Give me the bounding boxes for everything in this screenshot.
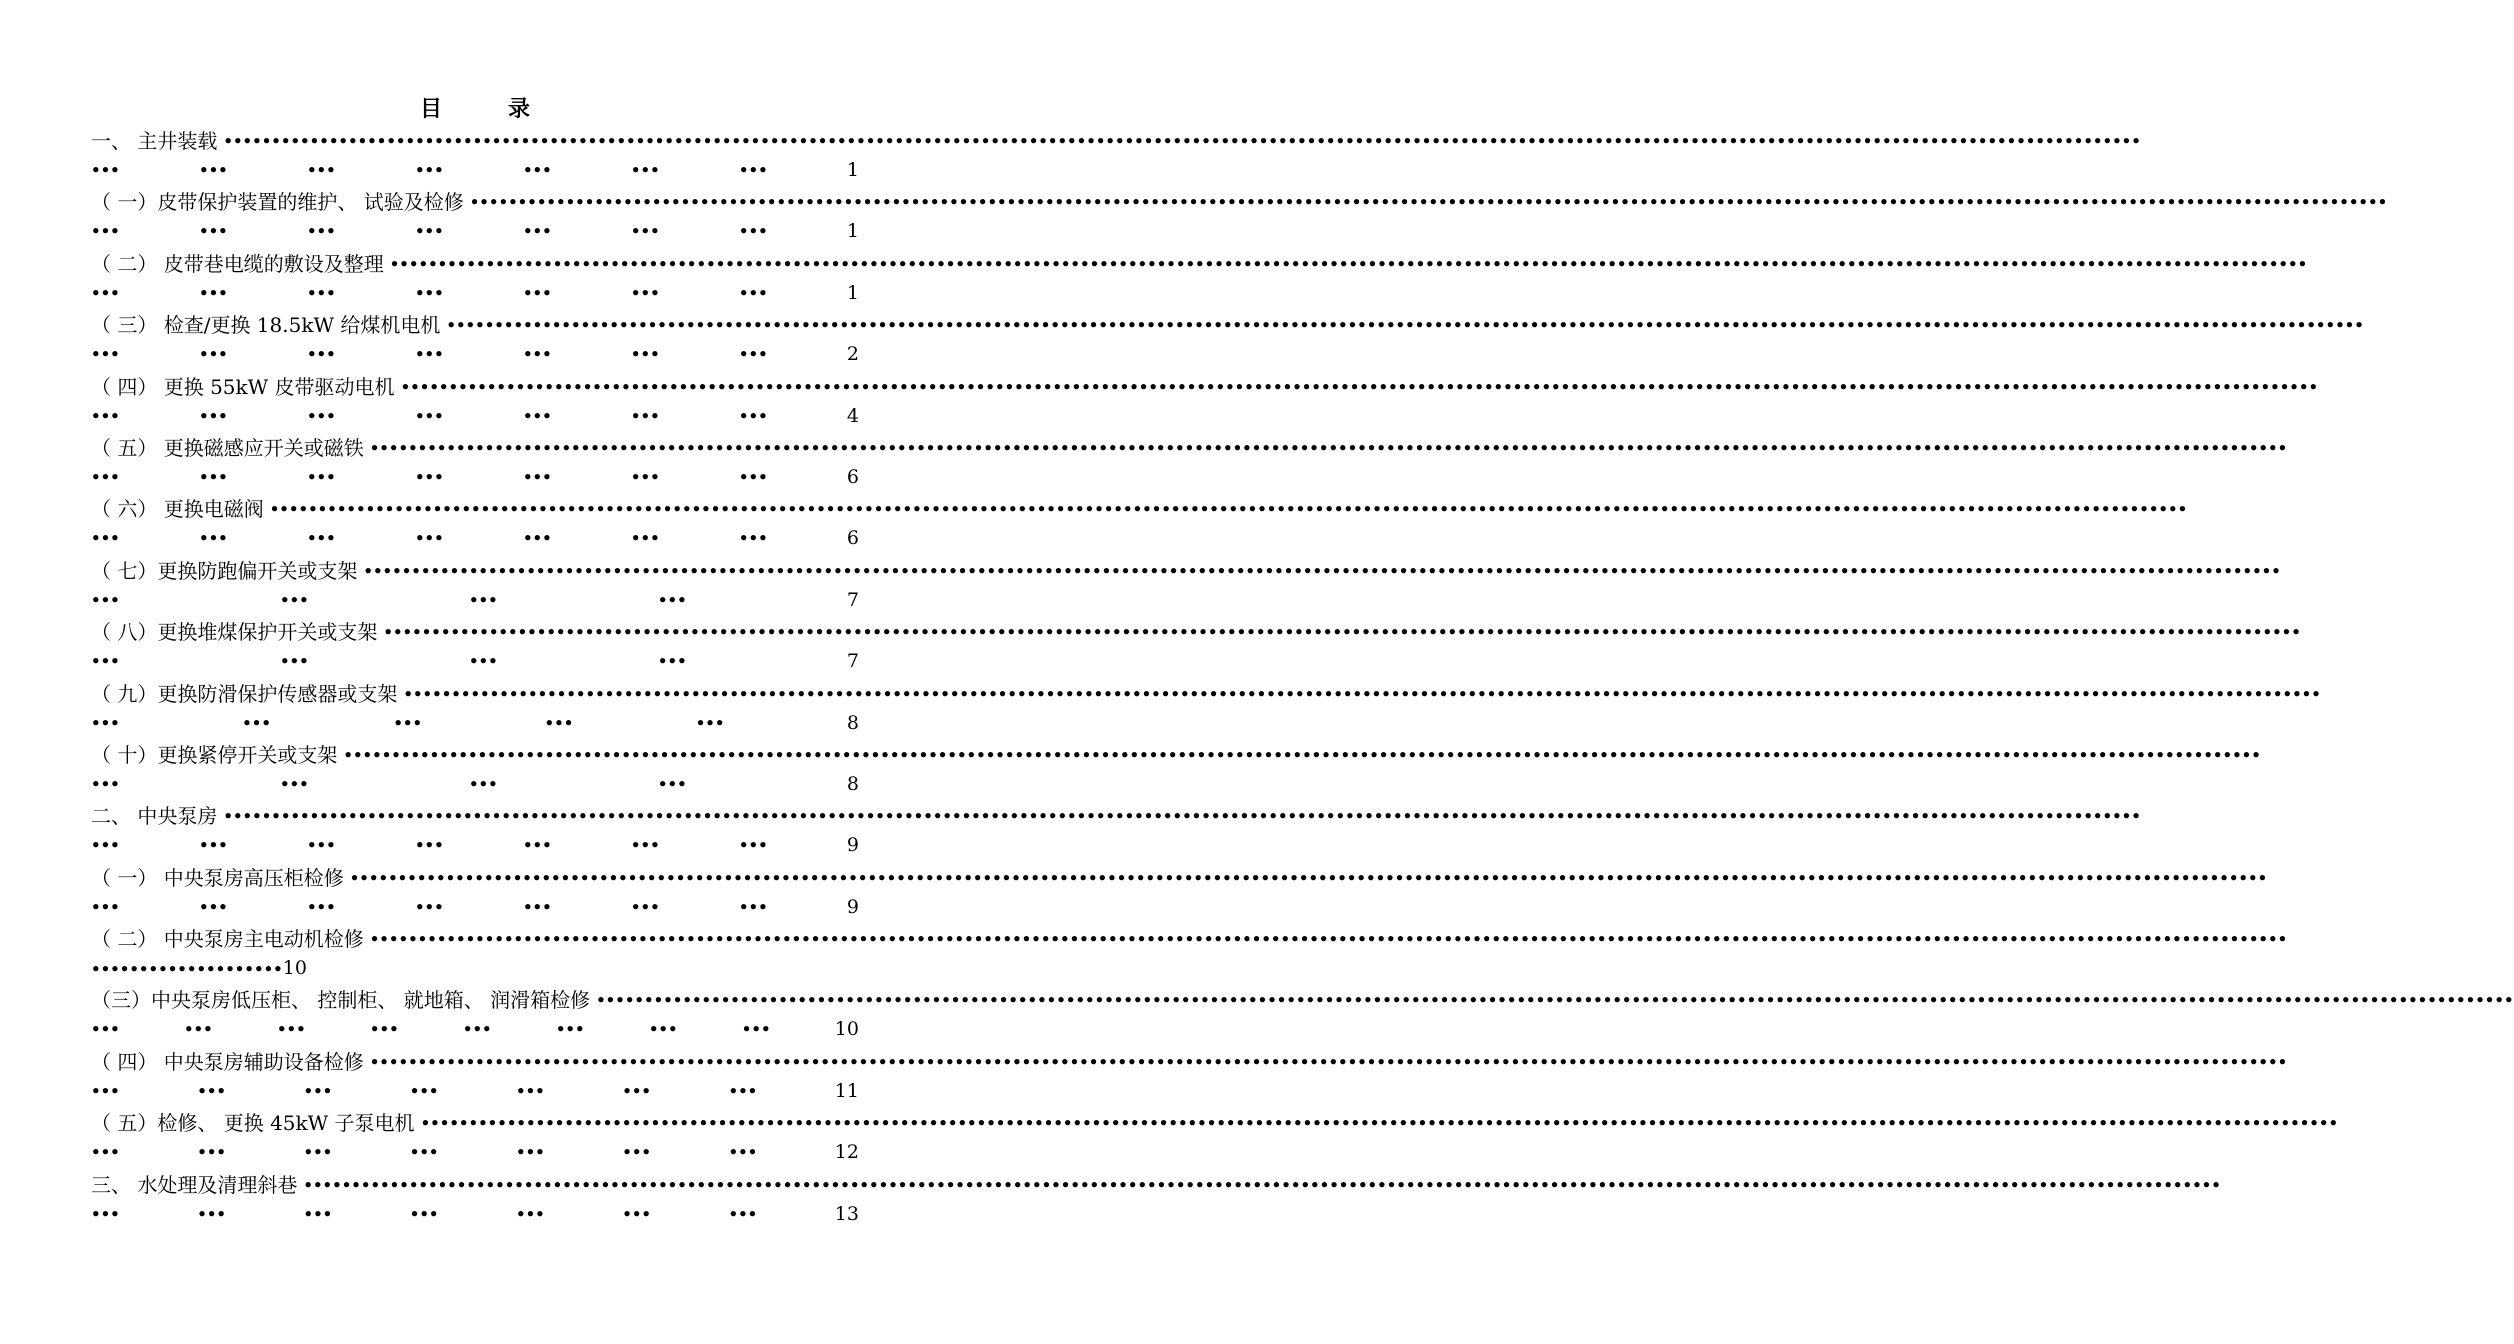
toc-entry-label: （ 六） 更换电磁阀: [91, 497, 264, 522]
table-of-contents: [91, 124, 2514, 1229]
toc-entry-label: （ 五） 更换磁感应开关或磁铁: [91, 435, 364, 460]
toc-entry-label: （ 十）更换紧停开关或支架: [91, 742, 338, 767]
toc-page-number: 9: [846, 834, 859, 857]
dot-group: •••: [198, 529, 228, 548]
toc-entry[interactable]: [91, 615, 2301, 676]
toc-entry[interactable]: [91, 799, 2141, 860]
dot-group: •••: [198, 406, 228, 425]
dot-group: •••: [738, 161, 768, 179]
toc-entry[interactable]: [91, 492, 2188, 553]
dot-group: •••: [91, 836, 120, 855]
toc-entry[interactable]: [91, 861, 2268, 922]
dot-group: •••: [522, 161, 552, 179]
dot-leader: ••••••••••••••••••••••••••••••••••••••••••••••••••••••••••••••••••••••••••••••••••••••••••••••••••••••••••••••••••••••••••••••••••••••••••••••••••••••••••••••••••••••••••••••••••••••••••••••••••••••••: [403, 684, 2321, 703]
toc-page-number: 8: [846, 772, 859, 795]
dot-group: •••: [468, 774, 498, 793]
toc-page-number: 1: [846, 159, 859, 181]
toc-entry[interactable]: [91, 983, 2514, 1044]
dot-group: •••: [522, 529, 552, 548]
dot-group: •••: [303, 1204, 333, 1223]
toc-entry[interactable]: [91, 370, 2319, 431]
toc-entry[interactable]: [91, 922, 2288, 983]
toc-entry-label: （ 八）更换堆煤保护开关或支架: [91, 620, 378, 645]
dot-group: •••: [306, 406, 336, 425]
toc-entry[interactable]: [91, 554, 2281, 615]
toc-page-number: 6: [846, 465, 859, 488]
dot-group: •••: [414, 897, 444, 916]
dot-group: •••: [306, 222, 336, 241]
dot-group: •••: [198, 467, 228, 486]
page-title: [0, 92, 950, 123]
dot-group: •••: [738, 406, 768, 425]
dot-leader: ••••••••••••••••••••••••••••••••••••••••••••••••••••••••••••••••••••••••••••••••••••••••••••••••••••••••••••••••••••••••••••••••••••••••••••••••••••••••••••••••••••••••••••••••••••••••••••••••••••••••: [369, 438, 2288, 457]
dot-group: •••: [522, 222, 552, 241]
toc-entry-label: （ 三） 检查/更换 18.5kW 给煤机电机: [91, 313, 441, 338]
dot-group: •••: [183, 1020, 213, 1039]
dot-group: •••: [91, 1020, 120, 1039]
toc-page-number: 4: [846, 404, 859, 427]
dot-group: •••: [393, 713, 423, 732]
dot-leader: ••••••••••••••••••••••••••••••••••••••••••••••••••••••••••••••••••••••••••••••••••••••••••••••••••••••••••••••••••••••••••••••••••••••••••••••••••••••••••••••••••••••••••••••••••••••••••••••••••••••••: [446, 316, 2364, 335]
dot-leader: ••••••••••••••••••••••••••••••••••••••••••••••••••••••••••••••••••••••••••••••••••••••••••••••••••••••••••••••••••••••••••••••••••••••••••••••••••••••••••••••••••••••••••••••••••••••••••••••••••••••••: [369, 1052, 2288, 1071]
toc-entry-label: 一、 主井装载: [91, 129, 218, 153]
toc-entry-label: （ 一）皮带保护装置的维护、 试验及检修: [91, 190, 464, 215]
dot-group: •••: [91, 222, 120, 241]
toc-entry-label: 三、 水处理及清理斜巷: [91, 1172, 298, 1197]
dot-group: •••: [630, 345, 660, 364]
toc-page-number: 1: [846, 281, 859, 304]
dot-group: •••: [91, 774, 120, 793]
toc-page-number: 13: [834, 1202, 859, 1225]
dot-group: •••: [522, 836, 552, 855]
dot-group: •••: [91, 161, 120, 179]
toc-entry[interactable]: [91, 431, 2288, 492]
dot-group: •••: [738, 345, 768, 364]
dot-leader: ••••••••••••••••••••••••••••••••••••••••••••••••••••••••••••••••••••••••••••••••••••••••••••••••••••••••••••••••••••••••••••••••••••••••••••••••••••••••••••••••••••••••••••••••••••••••••••••••••••••••: [303, 1175, 2221, 1194]
dot-leader: ••••••••••••••••••••••••••••••••••••••••••••••••••••••••••••••••••••••••••••••••••••••••••••••••••••••••••••••••••••••••••••••••••••••••••••••••••••••••••••••••••••••••••••••••••••••••••••••••••••••••: [223, 132, 2141, 150]
toc-page-number: 10: [834, 1018, 859, 1041]
dot-group: •••: [279, 774, 309, 793]
dot-leader: ••••••••••••••••••••••••••••••••••••••••••••••••••••••••••••••••••••••••••••••••••••••••••••••••••••••••••••••••••••••••••••••••••••••••••••••••••••••••••••••••••••••••••••••••••••••••••••••••••••••••: [420, 1114, 2339, 1133]
dot-group: •••: [91, 467, 120, 486]
dot-leader: ••••••••••••••••••••••••••••••••••••••••••••••••••••••••••••••••••••••••••••••••••••••••••••••••••••••••••••••••••••••••••••••••••••••••••••••••••••••••••••••••••••••••••••••••••••••••••••••••••••••••: [469, 193, 2388, 212]
toc-entry-label: （ 七）更换防跑偏开关或支架: [91, 558, 358, 583]
toc-entry-label: （ 四） 中央泵房辅助设备检修: [91, 1049, 364, 1074]
dot-group: •••: [198, 836, 228, 855]
dot-group: •••: [738, 283, 768, 302]
dot-group: •••: [279, 652, 309, 671]
dot-group: •••: [198, 161, 228, 179]
toc-entry[interactable]: [91, 738, 2261, 799]
dot-group: •••: [276, 1020, 306, 1039]
dot-group: •••: [630, 161, 660, 179]
dot-group: •••: [198, 897, 228, 916]
dot-group: •••: [303, 1143, 333, 1162]
dot-group: •••: [91, 1204, 120, 1223]
dot-group: •••: [303, 1081, 333, 1100]
dot-group: •••: [409, 1081, 439, 1100]
dot-group: •••: [197, 1204, 227, 1223]
dot-group: •••: [738, 222, 768, 241]
dot-group: •••: [414, 222, 444, 241]
dot-group: •••: [306, 529, 336, 548]
dot-group: •••: [630, 529, 660, 548]
dot-group: •••: [414, 529, 444, 548]
dot-group: •••: [738, 836, 768, 855]
dot-group: •••: [516, 1143, 545, 1162]
dot-group: •••: [306, 283, 336, 302]
toc-entry[interactable]: [91, 308, 2364, 369]
dot-group: •••: [197, 1081, 227, 1100]
dot-group: •••: [197, 1143, 227, 1162]
dot-leader: ••••••••••••••••••••••••••••••••••••••••••••••••••••••••••••••••••••••••••••••••••••••••••••••••••••••••••••••••••••••••••••••••••••••••••••••••••••••••••••••••••••••••••••••••••••••••••••••••••••••••: [363, 561, 2281, 580]
toc-page-number: 12: [834, 1141, 859, 1164]
dot-group: •••: [657, 652, 687, 671]
toc-entry[interactable]: [91, 1106, 2339, 1167]
dot-leader: ••••••••••••••••••••••••••••••••••••••••••••••••••••••••••••••••••••••••••••••••••••••••••••••••••••••••••••••••••••••••••••••••••••••••••••••••••••••••••••••••••••••••••••••••••••••••••••••••••••••••: [269, 500, 2188, 519]
dot-group: •••: [91, 713, 120, 732]
toc-entry[interactable]: [91, 1045, 2288, 1106]
dot-group: •••: [738, 529, 768, 548]
dot-group: •••: [369, 1020, 399, 1039]
dot-group: •••: [657, 590, 687, 609]
dot-group: •••: [522, 406, 552, 425]
dot-leader-continued: ••••••••••••••••••••10: [91, 957, 307, 980]
toc-page-number: 10: [282, 957, 307, 980]
dot-group: •••: [414, 161, 444, 179]
toc-page-number: 1: [846, 220, 859, 243]
dot-group: •••: [306, 467, 336, 486]
dot-group: •••: [648, 1020, 678, 1039]
dot-group: •••: [522, 345, 552, 364]
dot-group: •••: [198, 283, 228, 302]
dot-group: •••: [657, 774, 687, 793]
dot-group: •••: [468, 652, 498, 671]
dot-group: •••: [91, 652, 120, 671]
dot-group: •••: [468, 590, 498, 609]
toc-entry[interactable]: [91, 124, 2141, 185]
dot-group: •••: [522, 467, 552, 486]
toc-entry-label: （ 四） 更换 55kW 皮带驱动电机: [91, 374, 395, 399]
dot-group: •••: [91, 897, 120, 916]
dot-group: •••: [279, 590, 309, 609]
toc-entry-label: （ 一） 中央泵房高压柜检修: [91, 865, 344, 890]
dot-group: •••: [409, 1204, 439, 1223]
toc-entry-label: （ 五）检修、 更换 45kW 子泵电机: [91, 1111, 415, 1136]
dot-group: •••: [728, 1143, 758, 1162]
toc-entry-label: （ 九）更换防滑保护传感器或支架: [91, 681, 398, 706]
dot-group: •••: [516, 1081, 545, 1100]
toc-entry[interactable]: [91, 1168, 2221, 1229]
dot-group: •••: [516, 1204, 545, 1223]
dot-group: •••: [630, 406, 660, 425]
dot-group: •••: [414, 836, 444, 855]
dot-group: •••: [91, 1143, 120, 1162]
dot-leader: ••••••••••••••••••••••••••••••••••••••••••••••••••••••••••••••••••••••••••••••••••••••••••••••••••••••••••••••••••••••••••••••••••••••••••••••••••••••••••••••••••••••••••••••••••••••••••••••••••••••••: [343, 745, 2261, 764]
dot-group: •••: [414, 283, 444, 302]
dot-group: •••: [522, 283, 552, 302]
dot-group: •••: [522, 897, 552, 916]
toc-entry-label: 二、 中央泵房: [91, 804, 218, 829]
dot-group: •••: [630, 283, 660, 302]
dot-group: •••: [91, 406, 120, 425]
dot-group: •••: [555, 1020, 585, 1039]
toc-page-number: 2: [846, 343, 859, 366]
dot-group: •••: [91, 345, 120, 364]
dot-group: •••: [630, 467, 660, 486]
toc-entry-label: （ 二） 中央泵房主电动机检修: [91, 927, 364, 952]
dot-group: •••: [306, 836, 336, 855]
dot-group: •••: [91, 529, 120, 548]
toc-entry-label: （ 二） 皮带巷电缆的敷设及整理: [91, 251, 384, 276]
toc-page-number: 11: [834, 1079, 859, 1102]
dot-group: •••: [198, 345, 228, 364]
toc-page-number: 7: [846, 650, 859, 673]
dot-group: •••: [630, 222, 660, 241]
dot-group: •••: [91, 590, 120, 609]
dot-group: •••: [306, 161, 336, 179]
dot-group: •••: [414, 406, 444, 425]
toc-entry-label: （三）中央泵房低压柜、 控制柜、 就地箱、 润滑箱检修: [91, 988, 591, 1013]
dot-group: •••: [630, 897, 660, 916]
title-left: 目: [419, 96, 442, 122]
dot-leader: ••••••••••••••••••••••••••••••••••••••••••••••••••••••••••••••••••••••••••••••••••••••••••••••••••••••••••••••••••••••••••••••••••••••••••••••••••••••••••••••••••••••••••••••••••••••••••••••••••••••••: [389, 254, 2308, 273]
dot-group: •••: [622, 1204, 652, 1223]
dot-leader: ••••••••••••••••••••••••••••••••••••••••••••••••••••••••••••••••••••••••••••••••••••••••••••••••••••••••••••••••••••••••••••••••••••••••••••••••••••••••••••••••••••••••••••••••••••••••••••••••••••••••: [349, 868, 2268, 887]
dot-group: •••: [728, 1204, 758, 1223]
dot-group: •••: [738, 897, 768, 916]
title-right: 录: [508, 96, 531, 122]
dot-group: •••: [738, 467, 768, 486]
dot-leader: ••••••••••••••••••••••••••••••••••••••••••••••••••••••••••••••••••••••••••••••••••••••••••••••••••••••••••••••••••••••••••••••••••••••••••••••••••••••••••••••••••••••••••••••••••••••••••••••••••••••••: [400, 377, 2319, 396]
dot-group: •••: [695, 713, 725, 732]
dot-leader: ••••••••••••••••••••••••••••••••••••••••••••••••••••••••••••••••••••••••••••••••••••••••••••••••••••••••••••••••••••••••••••••••••••••••••••••••••••••••••••••••••••••••••••••••••••••••••••••••••••••••: [369, 930, 2288, 949]
toc-entry[interactable]: [91, 185, 2388, 246]
dot-group: •••: [91, 1081, 120, 1100]
dot-group: •••: [242, 713, 271, 732]
dot-group: •••: [414, 345, 444, 364]
dot-leader: ••••••••••••••••••••••••••••••••••••••••••••••••••••••••••••••••••••••••••••••••••••••••••••••••••••••••••••••••••••••••••••••••••••••••••••••••••••••••••••••••••••••••••••••••••••••••••••••••••••••••: [223, 807, 2141, 826]
dot-group: •••: [198, 222, 228, 241]
dot-leader: ••••••••••••••••••••••••••••••••••••••••••••••••••••••••••••••••••••••••••••••••••••••••••••••••••••••••••••••••••••••••••••••••••••••••••••••••••••••••••••••••••••••••••••••••••••••••••••••••••••••••: [596, 991, 2514, 1010]
dot-group: •••: [544, 713, 574, 732]
toc-page-number: 7: [846, 588, 859, 611]
toc-page-number: 9: [846, 895, 859, 918]
dot-group: •••: [462, 1020, 492, 1039]
dot-group: •••: [622, 1081, 652, 1100]
dot-group: •••: [622, 1143, 652, 1162]
dot-group: •••: [306, 345, 336, 364]
dot-leader: ••••••••••••••••••••••••••••••••••••••••••••••••••••••••••••••••••••••••••••••••••••••••••••••••••••••••••••••••••••••••••••••••••••••••••••••••••••••••••••••••••••••••••••••••••••••••••••••••••••••••: [383, 623, 2301, 642]
dot-group: •••: [91, 283, 120, 302]
dot-group: •••: [728, 1081, 758, 1100]
toc-entry[interactable]: [91, 247, 2308, 308]
toc-entry[interactable]: [91, 677, 2321, 738]
dot-group: •••: [741, 1020, 771, 1039]
dot-group: •••: [630, 836, 660, 855]
dot-group: •••: [306, 897, 336, 916]
dot-group: •••: [414, 467, 444, 486]
dot-group: •••: [409, 1143, 439, 1162]
toc-page-number: 6: [846, 527, 859, 550]
toc-page-number: 8: [846, 711, 859, 734]
